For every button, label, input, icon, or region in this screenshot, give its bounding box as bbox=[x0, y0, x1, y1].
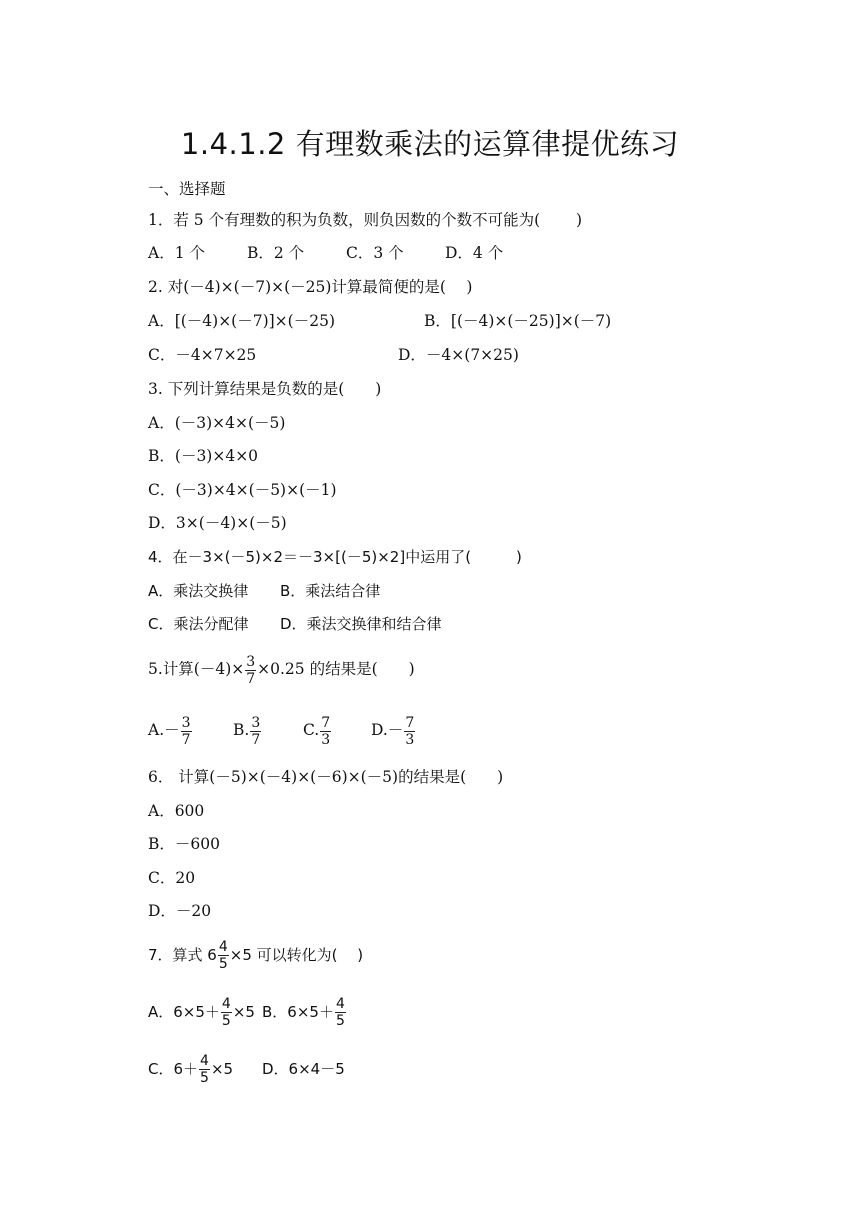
q5-option-a-label: A.－ bbox=[148, 721, 180, 739]
page-title: 1.4.1.2 有理数乘法的运算律提优练习 bbox=[180, 127, 680, 161]
q6-option-a: A．600 bbox=[148, 802, 205, 820]
question-7-options-ab bbox=[148, 988, 347, 1036]
q2-option-a: A．[(－4)×(－7)]×(－25) bbox=[148, 312, 335, 330]
q7-option-b-fraction bbox=[335, 996, 346, 1029]
q5-option-a-fraction bbox=[181, 715, 192, 748]
fraction-denominator: 7 bbox=[181, 731, 191, 748]
question-7-stem bbox=[148, 931, 363, 979]
q5-option-a bbox=[148, 706, 233, 754]
q7-option-b-prefix: B．6×5＋ bbox=[262, 1003, 334, 1021]
q3-option-a: A．(－3)×4×(－5) bbox=[148, 414, 286, 432]
question-2-options-ab bbox=[148, 310, 611, 332]
q5-option-d-fraction bbox=[404, 715, 415, 748]
fraction-numerator: 7 bbox=[321, 714, 331, 731]
q6-option-b: B．－600 bbox=[148, 835, 220, 853]
question-6-stem: 6． 计算(－5)×(－4)×(－6)×(－5)的结果是( ) bbox=[148, 768, 504, 786]
question-5-options bbox=[148, 706, 416, 754]
q1-option-b: B．2 个 bbox=[247, 244, 305, 262]
q7-option-c-suffix: ×5 bbox=[210, 1060, 234, 1078]
fraction-numerator: 7 bbox=[405, 714, 415, 731]
q5-option-c-fraction bbox=[320, 715, 331, 748]
fraction-denominator: 7 bbox=[246, 670, 256, 687]
fraction-denominator: 5 bbox=[200, 1070, 209, 1086]
q3-option-d: D．3×(－4)×(－5) bbox=[148, 514, 287, 532]
q5-stem-prefix: 5.计算(－4)× bbox=[148, 660, 245, 678]
q5-stem-fraction bbox=[245, 654, 256, 687]
fraction-numerator: 3 bbox=[251, 714, 261, 731]
q1-option-a: A．1 个 bbox=[148, 244, 205, 262]
fraction-numerator: 3 bbox=[181, 714, 191, 731]
q5-option-c bbox=[303, 706, 371, 754]
q7-stem-prefix: 7．算式 6 bbox=[148, 946, 217, 964]
q7-stem-fraction bbox=[218, 939, 229, 972]
q3-option-b: B．(－3)×4×0 bbox=[148, 447, 259, 465]
q5-option-c-label: C. bbox=[303, 721, 320, 739]
fraction-denominator: 5 bbox=[335, 1013, 345, 1029]
q2-option-b: B．[(－4)×(－25)]×(－7) bbox=[424, 312, 612, 330]
question-4-options-cd bbox=[148, 613, 442, 635]
q2-option-d: D．－4×(7×25) bbox=[398, 346, 519, 364]
q6-option-c: C．20 bbox=[148, 869, 196, 887]
question-4-options-ab bbox=[148, 580, 380, 602]
q4-option-a: A．乘法交换律 bbox=[148, 582, 249, 600]
fraction-denominator: 3 bbox=[321, 731, 331, 748]
q7-option-a-prefix: A．6×5＋ bbox=[148, 1003, 220, 1021]
question-5-stem bbox=[148, 645, 415, 693]
q3-option-c: C．(－3)×4×(－5)×(－1) bbox=[148, 481, 337, 499]
q2-option-c: C．－4×7×25 bbox=[148, 346, 257, 364]
q6-option-d: D．－20 bbox=[148, 902, 212, 920]
question-2-stem: 2. 对(－4)×(－7)×(－25)计算最简便的是( ) bbox=[148, 278, 473, 296]
fraction-denominator: 5 bbox=[218, 956, 228, 972]
q5-option-d-label: D.－ bbox=[371, 721, 404, 739]
question-1-options bbox=[148, 242, 503, 264]
q4-option-d: D．乘法交换律和结合律 bbox=[280, 615, 442, 633]
q7-option-a-fraction bbox=[221, 996, 232, 1029]
fraction-numerator: 4 bbox=[218, 939, 228, 955]
fraction-numerator: 3 bbox=[246, 653, 256, 670]
q5-option-b-fraction bbox=[250, 715, 261, 748]
fraction-denominator: 3 bbox=[405, 731, 415, 748]
question-2-options-cd bbox=[148, 344, 519, 366]
q7-option-c-prefix: C．6＋ bbox=[148, 1060, 199, 1078]
q1-option-d: D．4 个 bbox=[445, 244, 504, 262]
q5-option-b bbox=[233, 706, 303, 754]
q7-option-c bbox=[148, 1045, 262, 1093]
fraction-numerator: 4 bbox=[200, 1053, 209, 1069]
fraction-numerator: 4 bbox=[335, 996, 345, 1012]
q1-option-c: C．3 个 bbox=[346, 244, 404, 262]
question-7-options-cd bbox=[148, 1045, 345, 1093]
question-3-stem: 3. 下列计算结果是负数的是( ) bbox=[148, 380, 382, 398]
q7-option-d: D．6×4－5 bbox=[262, 1060, 345, 1078]
q5-stem-suffix: ×0.25 的结果是( ) bbox=[257, 660, 415, 678]
question-4-stem: 4．在－3×(－5)×2＝－3×[(－5)×2]中运用了( ) bbox=[148, 548, 522, 566]
q7-option-a bbox=[148, 988, 262, 1036]
q7-option-a-suffix: ×5 bbox=[232, 1003, 255, 1021]
question-1-stem: 1．若 5 个有理数的积为负数，则负因数的个数不可能为( ) bbox=[148, 211, 583, 229]
q4-option-b: B．乘法结合律 bbox=[280, 582, 381, 600]
q7-option-b bbox=[262, 988, 347, 1036]
section-heading: 一、选择题 bbox=[148, 180, 226, 198]
fraction-denominator: 5 bbox=[221, 1013, 231, 1029]
fraction-denominator: 7 bbox=[251, 731, 261, 748]
q5-option-b-label: B. bbox=[233, 721, 250, 739]
q5-option-d bbox=[371, 706, 416, 754]
q4-option-c: C．乘法分配律 bbox=[148, 615, 249, 633]
q7-option-c-fraction bbox=[199, 1053, 210, 1086]
fraction-numerator: 4 bbox=[221, 996, 231, 1012]
q7-stem-suffix: ×5 可以转化为( ) bbox=[229, 946, 364, 964]
